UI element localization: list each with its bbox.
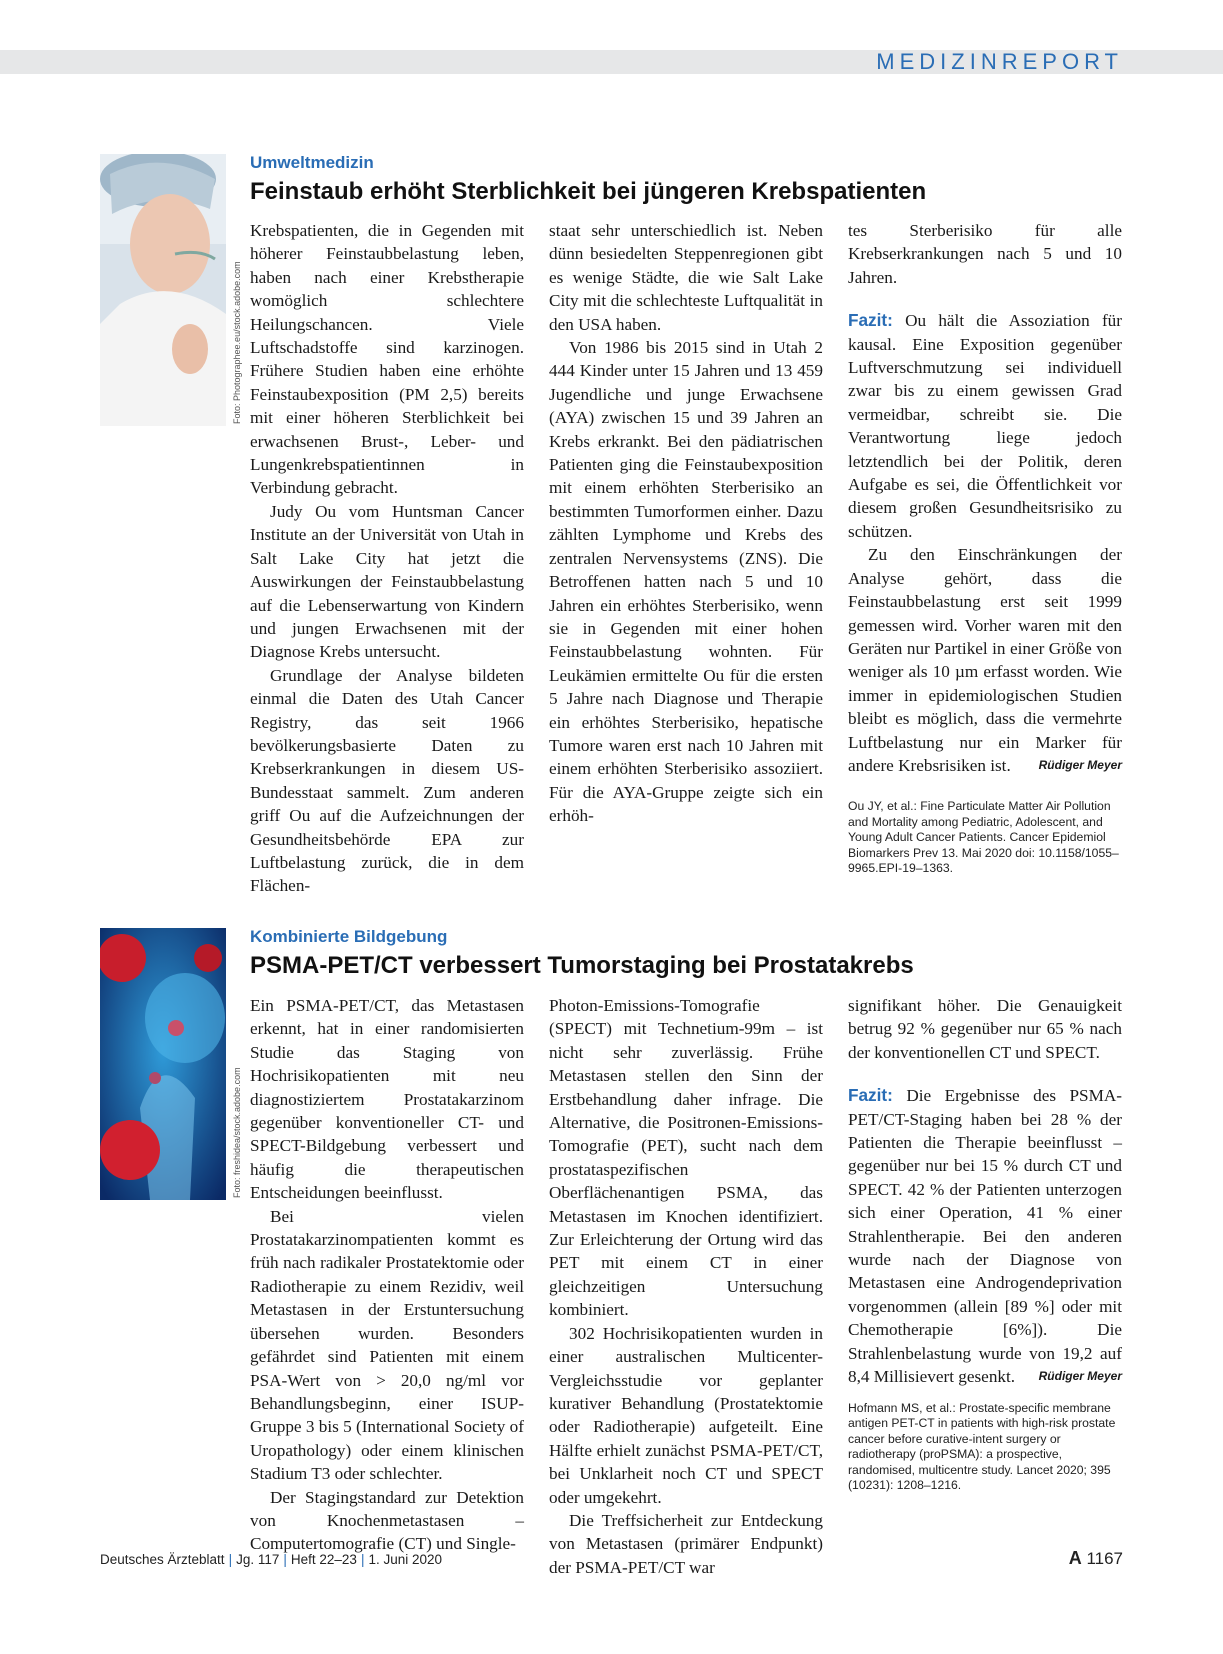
article1-kicker: Umweltmedizin — [250, 153, 374, 172]
fazit-paragraph — [848, 1084, 1122, 1388]
page-number-value: 1167 — [1086, 1549, 1123, 1568]
fazit-label: Fazit: — [848, 310, 893, 331]
paragraph: Von 1986 bis 2015 sind in Utah 2 444 Kinder unter 15 Jahren und 13 459 Jugendliche und junge Erwachsene (AYA) zwischen 15 und 39 Jahren an Krebs erkrankt. Bei den pädiatrischen Patienten ging die Feinstaubexposition mit einem erhöhten Sterberisiko an bestimmten Tumorformen einher. Dazu zählten Lymphome und Krebs des zentralen Nervensystems (ZNS). Die Betroffenen hatten nach 5 und 10 Jahren ein erhöhtes Sterberisiko, wenn sie in Gegenden mit einer hohen Feinstaubbelastung wohnten. Für Leukämien ermittelte Ou für die ersten 5 Jahre nach Diagnose und Therapie ein erhöhtes Sterberisiko, hepatische Tumore waren erst nach 10 Jahren mit einem erhöhten Sterberisiko assoziiert. Für die AYA-Gruppe zeigte sich ein erhöh- — [549, 338, 823, 826]
paragraph: 302 Hochrisikopatienten wurden in einer australischen Multicenter-Vergleichsstudie vor geplanter kurativer Behandlung (Prostatektomie oder Radiotherapie) aufgeteilt. Eine Hälfte erhielt zunächst PSMA-PET/CT, bei Unklarheit noch CT und SPECT oder umgekehrt. — [549, 1323, 823, 1507]
article2-photo — [100, 928, 226, 1200]
section-label: MEDIZINREPORT — [876, 49, 1123, 74]
paragraph — [848, 543, 1122, 777]
paragraph: Grundlage der Analyse bildeten einmal die Daten des Utah Cancer Registry, das seit 1966 bevölkerungsbasierte Daten zu Krebserkrankungen in diesem US-Bundesstaat sammelt. Zum anderen griff Ou auf die Aufzeichnungen der Gesundheitsbehörde EPA zur Luftbelastung zurück, die in dem Flächen- — [250, 665, 524, 896]
article1-column-3 — [848, 219, 1122, 877]
paragraph: signifikant höher. Die Genauigkeit betrug 92 % gegenüber nur 65 % nach der konventionellen CT und SPECT. — [848, 996, 1122, 1062]
article1-column-2 — [549, 219, 823, 828]
fazit-label: Fazit: — [848, 1085, 893, 1106]
paragraph: Der Stagingstandard zur Detektion von Knochenmetastasen – Computertomografie (CT) und Single- — [250, 1487, 524, 1554]
paragraph: Krebspatienten, die in Gegenden mit höherer Feinstaubbelastung leben, haben nach einer Krebstherapie womöglich schlechtere Heilungschancen. Viele Luftschadstoffe sind karzinogen. Frühere Studien haben eine erhöhte Feinstaubexposition (PM 2,5) bereits mit einer höheren Sterblichkeit bei erwachsenen Brust-, Leber- und Lungenkrebspatientinnen in Verbindung gebracht. — [250, 221, 524, 498]
paragraph: staat sehr unterschiedlich ist. Neben dünn besiedelten Steppenregionen gibt es wenige Städte, die wie Salt Lake City mit die schlechteste Luftqualität in den USA haben. — [549, 221, 823, 334]
author-name: Rüdiger Meyer — [1038, 1369, 1122, 1384]
article1-photo-credit: Foto: Photographee.eu/stock.adobe.com — [232, 261, 242, 424]
article1-title: Feinstaub erhöht Sterblichkeit bei jüngeren Krebspatienten — [250, 178, 927, 205]
article2-photo-credit: Foto: freshidea/stock.adobe.com — [232, 1067, 242, 1198]
date: 1. Juni 2020 — [368, 1552, 443, 1567]
reference: Hofmann MS, et al.: Prostate-specific membrane antigen PET-CT in patients with high-risk prostate cancer before curative-intent surgery or radiotherapy (proPSMA): a prospective, randomised, multicentre study. Lancet 2020; 395 (10231): 1208–1216. — [848, 1400, 1116, 1492]
paragraph: tes Sterberisiko für alle Krebserkrankungen nach 5 und 10 Jahren. — [848, 221, 1122, 287]
paragraph-text: Zu den Einschränkungen der Analyse gehört, dass die Feinstaubbelastung erst seit 1999 gemessen wird. Vorher waren mit den Geräten nur Partikel in einer Größe von weniger als 10 µm erfasst worden. Wie immer in epidemiologischen Studien bleibt es möglich, dass die vermehrte Luftbelastung nur ein Marker für andere Krebsrisiken ist. — [848, 545, 1122, 775]
article1-photo — [100, 154, 226, 426]
page-prefix: A — [1068, 1548, 1082, 1568]
paragraph: Die Treffsicherheit zur Entdeckung von Metastasen (primärer Endpunkt) der PSMA-PET/CT war — [549, 1510, 823, 1577]
fazit-text: Ou hält die Assoziation für kausal. Eine Exposition gegenüber Luftverschmutzung sei individuell zwar bis zu einem gewissen Grad vermeidbar, schreibt sie. Die Verantwortung liege jedoch letztendlich bei der Politik, deren Aufgabe es sei, die Öffentlichkeit vor diesem großen Gesundheitsrisiko zu schützen. — [848, 311, 1122, 541]
article2-column-2 — [549, 994, 823, 1579]
paragraph: Judy Ou vom Huntsman Cancer Institute an der Universität von Utah in Salt Lake City hat jetzt die Auswirkungen der Feinstaubbelastung auf die Lebenserwartung von Kindern und jungen Erwachsenen mit der Diagnose Krebs untersucht. — [250, 501, 524, 662]
separator: | — [283, 1552, 287, 1567]
paragraph: Bei vielen Prostatakarzinompatienten kommt es früh nach radikaler Prostatektomie oder Radiotherapie zu einem Rezidiv, weil Metastasen in der Erstuntersuchung übersehen wurden. Besonders gefährdet sind Patienten mit einem PSA-Wert von > 20,0 ng/ml vor Behandlungsbeginn, einer ISUP-Gruppe 3 bis 5 (International Society of Uropathology) oder einem klinischen Stadium T3 oder schlechter. — [250, 1206, 524, 1484]
issue: Heft 22–23 — [290, 1552, 357, 1567]
article2-column-1 — [250, 994, 524, 1556]
author-name: Rüdiger Meyer — [1038, 757, 1122, 772]
paragraph: Ein PSMA-PET/CT, das Metastasen erkennt, hat in einer randomisierten Studie das Staging von Hochrisikopatienten mit neu diagnostiziertem Prostatakarzinom gegenüber konventioneller CT- und SPECT-Bildgebung verbessert und häufig die therapeutischen Entscheidungen beeinflusst. — [250, 996, 524, 1203]
fazit-text: Die Ergebnisse des PSMA-PET/CT-Staging haben bei 28 % der Patienten die Therapie beeinflusst – gegenüber nur bei 15 % durch CT und SPECT. 42 % der Patienten unterzogen sich einer Operation, 41 % einer Strahlentherapie. Bei den anderen wurde nach der Diagnose von Metastasen eine Androgendeprivation vorgenommen (allein [89 %] oder mit Chemotherapie [6%]). Die Strahlenbelastung wurde von 19,2 auf 8,4 Millisievert gesenkt. — [848, 1086, 1122, 1387]
volume: Jg. 117 — [236, 1552, 280, 1567]
fazit-paragraph — [848, 309, 1122, 543]
article2-column-3 — [848, 994, 1122, 1494]
separator: | — [360, 1552, 365, 1567]
paragraph: Photon-Emissions-Tomografie (SPECT) mit Technetium-99m – ist nicht sehr zuverlässig. Frühe Metastasen stellen den Sinn der Erstbehandlung daher infrage. Die Alternative, die Positronen-Emissions-Tomografie (PET), sucht nach dem prostataspezifischen Oberflächenantigen PSMA, das Metastasen im Knochen identifiziert. Zur Erleichterung der Ortung wird das PET mit einem CT in einer gleichzeitigen Untersuchung kombiniert. — [549, 996, 823, 1320]
separator: | — [228, 1552, 233, 1567]
article2-kicker: Kombinierte Bildgebung — [250, 927, 448, 946]
article2-title: PSMA-PET/CT verbessert Tumorstaging bei Prostatakrebs — [250, 952, 914, 979]
reference: Ou JY, et al.: Fine Particulate Matter Air Pollution and Mortality among Pediatric, Adolescent, and Young Adult Cancer Patients. Cancer Epidemiol Biomarkers Prev 13. Mai 2020 doi: 10.1158/1055–9965.EPI-19–1363. — [848, 799, 1119, 876]
footer-citation — [100, 1552, 442, 1567]
page-number — [1069, 1548, 1123, 1569]
article1-column-1 — [250, 219, 524, 898]
journal-name: Deutsches Ärzteblatt — [100, 1552, 225, 1567]
